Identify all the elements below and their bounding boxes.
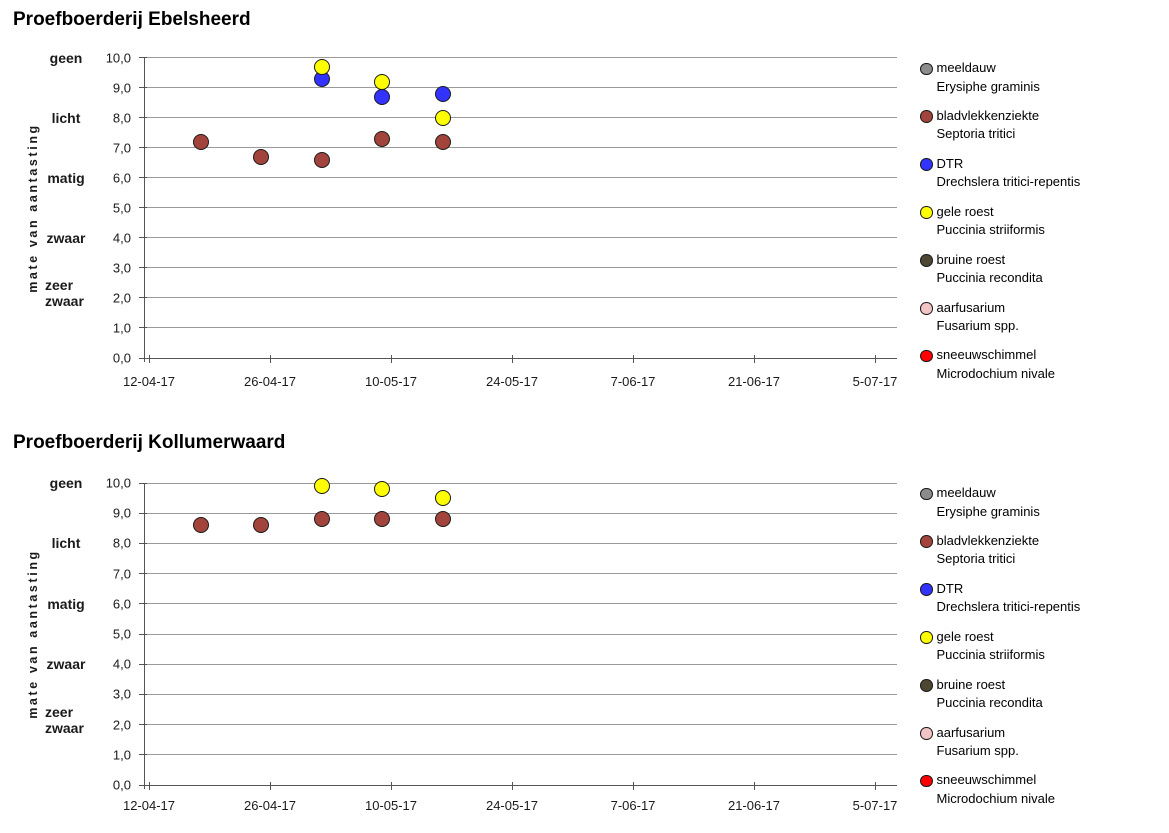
x-tick: [270, 355, 271, 363]
data-point-gele-roest: [314, 478, 330, 494]
legend-label: gele roest: [936, 628, 994, 644]
y-tick: [139, 573, 147, 574]
x-tick-label: 7-06-17: [610, 798, 656, 813]
y-tick: [139, 207, 147, 208]
legend-label: bladvlekkenziekte: [936, 107, 1040, 123]
legend-item: [920, 628, 1045, 665]
y-tick: [139, 147, 147, 148]
x-tick: [754, 782, 755, 790]
legend-latin-name: Puccinia recondita: [936, 270, 1043, 286]
x-tick: [149, 782, 150, 790]
bruine-roest-marker-icon: [920, 679, 933, 692]
x-tick-label: 24-05-17: [485, 374, 539, 389]
data-point-bladvlekkenziekte: [314, 152, 330, 168]
gridline: [144, 57, 898, 58]
legend-label: sneeuwschimmel: [936, 347, 1037, 363]
legend-label: bruine roest: [936, 251, 1006, 267]
y-tick: [139, 87, 147, 88]
x-tick-label: 10-05-17: [364, 374, 418, 389]
legend-item: [920, 580, 1080, 617]
data-point-bladvlekkenziekte: [193, 517, 209, 533]
gridline: [144, 87, 898, 88]
dtr-marker-icon: [920, 583, 933, 596]
legend-latin-name: Septoria tritici: [936, 126, 1016, 142]
gridline: [144, 117, 898, 118]
x-tick-label: 26-04-17: [243, 798, 297, 813]
severity-label: zwaar: [46, 229, 86, 246]
gridline: [144, 297, 898, 298]
data-point-bladvlekkenziekte: [314, 511, 330, 527]
legend-label: aarfusarium: [936, 299, 1006, 315]
x-tick-label: 10-05-17: [364, 798, 418, 813]
legend-label: DTR: [936, 580, 964, 596]
legend-latin-name: Puccinia recondita: [936, 695, 1043, 711]
x-tick: [875, 355, 876, 363]
x-tick-label: 12-04-17: [122, 798, 176, 813]
x-tick-label: 12-04-17: [122, 374, 176, 389]
y-tick-label: 3,0: [112, 686, 131, 702]
y-tick-label: 10,0: [105, 50, 131, 65]
y-tick-label: 1,0: [112, 747, 131, 763]
severity-label: zeer zwaar: [45, 704, 84, 737]
y-tick-label: 8,0: [112, 535, 131, 551]
y-tick: [139, 694, 147, 695]
legend-item: [920, 771, 1055, 808]
x-tick: [391, 782, 392, 790]
data-point-bladvlekkenziekte: [253, 149, 269, 165]
y-tick: [139, 297, 147, 298]
gridline: [144, 237, 898, 238]
legend-latin-name: Erysiphe graminis: [936, 78, 1040, 94]
gridline: [144, 664, 898, 665]
severity-label: geen: [49, 475, 83, 491]
gridline: [144, 543, 898, 544]
legend-latin-name: Drechslera tritici-repentis: [936, 174, 1081, 190]
y-tick-label: 4,0: [112, 230, 131, 246]
y-axis-title: mate van aantasting: [26, 549, 40, 719]
aarfusarium-marker-icon: [920, 302, 933, 315]
legend-label: bruine roest: [936, 676, 1006, 692]
y-tick-label: 0,0: [112, 777, 131, 793]
legend-text: [937, 628, 1045, 665]
x-tick-label: 24-05-17: [485, 798, 539, 813]
legend-label: gele roest: [936, 203, 994, 219]
x-tick: [633, 782, 634, 790]
y-tick-label: 2,0: [112, 717, 131, 733]
legend-label: meeldauw: [936, 485, 996, 500]
gridline: [144, 724, 898, 725]
bladvlekkenziekte-marker-icon: [920, 535, 933, 548]
gridline: [144, 147, 898, 148]
y-tick: [139, 543, 147, 544]
legend-text: [937, 771, 1056, 808]
x-tick-label: 21-06-17: [727, 374, 781, 389]
y-tick-label: 5,0: [112, 200, 131, 216]
x-tick: [149, 355, 150, 363]
x-tick-label: 7-06-17: [610, 374, 656, 389]
legend-latin-name: Microdochium nivale: [936, 790, 1055, 806]
x-tick: [512, 782, 513, 790]
gridline: [144, 513, 898, 514]
legend-latin-name: Fusarium spp.: [936, 743, 1019, 758]
data-point-gele-roest: [435, 490, 451, 506]
legend-item: [920, 203, 1045, 240]
legend-item: [920, 346, 1055, 383]
sneeuwschimmel-marker-icon: [920, 775, 933, 788]
legend-latin-name: Septoria tritici: [936, 551, 1016, 567]
legend-item: [920, 251, 1043, 288]
y-tick: [139, 603, 147, 604]
y-tick-label: 5,0: [112, 626, 131, 642]
legend-item: [920, 676, 1043, 713]
legend-text: [937, 251, 1043, 288]
legend-text: [937, 532, 1040, 569]
x-tick: [633, 355, 634, 363]
gridline: [144, 483, 898, 484]
data-point-dtr: [435, 86, 451, 102]
legend-text: [937, 203, 1045, 240]
y-tick: [139, 513, 147, 514]
data-point-bladvlekkenziekte: [435, 134, 451, 150]
legend-latin-name: Erysiphe graminis: [936, 503, 1040, 519]
severity-label: licht: [51, 109, 81, 126]
legend-label: meeldauw: [936, 60, 996, 75]
gridline: [144, 327, 898, 328]
y-tick: [139, 57, 147, 58]
y-tick-label: 1,0: [112, 320, 131, 336]
data-point-bladvlekkenziekte: [193, 134, 209, 150]
y-axis: [144, 483, 145, 789]
data-point-bladvlekkenziekte: [253, 517, 269, 533]
legend-text: [937, 724, 1019, 761]
legend-item: [920, 155, 1080, 192]
dtr-marker-icon: [920, 158, 933, 171]
data-point-bladvlekkenziekte: [374, 131, 390, 147]
legend-item: [920, 724, 1019, 761]
legend-text: [937, 676, 1043, 713]
y-tick-label: 9,0: [112, 80, 131, 96]
data-point-bladvlekkenziekte: [374, 511, 390, 527]
x-axis: [144, 785, 898, 786]
legend-text: [937, 299, 1019, 336]
x-tick-label: 5-07-17: [852, 374, 898, 389]
x-tick-label: 21-06-17: [727, 798, 781, 813]
gridline: [144, 177, 898, 178]
y-tick: [139, 785, 147, 786]
y-tick-label: 9,0: [112, 505, 131, 521]
legend-text: [937, 59, 1040, 96]
x-tick-label: 26-04-17: [243, 374, 297, 389]
legend-text: [937, 155, 1081, 192]
y-tick: [139, 358, 147, 359]
legend-text: [937, 484, 1040, 521]
x-tick: [270, 782, 271, 790]
data-point-bladvlekkenziekte: [435, 511, 451, 527]
y-tick-label: 7,0: [112, 140, 131, 156]
y-tick-label: 10,0: [105, 475, 131, 491]
legend-text: [937, 580, 1081, 617]
gele-roest-marker-icon: [920, 631, 933, 644]
gridline: [144, 754, 898, 755]
bladvlekkenziekte-marker-icon: [920, 110, 933, 123]
severity-label: matig: [47, 169, 85, 186]
y-tick-label: 4,0: [112, 656, 131, 672]
severity-label: licht: [51, 535, 81, 552]
data-point-gele-roest: [314, 59, 330, 75]
meeldauw-marker-icon: [920, 488, 933, 501]
legend-item: [920, 107, 1039, 144]
legend-item: [920, 484, 1040, 521]
legend-latin-name: Microdochium nivale: [936, 365, 1055, 381]
x-tick: [875, 782, 876, 790]
y-tick-label: 8,0: [112, 110, 131, 126]
legend-latin-name: Drechslera tritici-repentis: [936, 599, 1081, 615]
gridline: [144, 267, 898, 268]
legend-text: [937, 346, 1056, 383]
legend-item: [920, 299, 1019, 336]
y-axis: [144, 58, 145, 363]
x-axis: [144, 358, 898, 359]
aarfusarium-marker-icon: [920, 727, 933, 740]
x-tick: [754, 355, 755, 363]
gridline: [144, 207, 898, 208]
x-tick-label: 5-07-17: [852, 798, 898, 813]
bruine-roest-marker-icon: [920, 254, 933, 267]
gele-roest-marker-icon: [920, 206, 933, 219]
y-tick: [139, 117, 147, 118]
sneeuwschimmel-marker-icon: [920, 350, 933, 363]
y-tick-label: 6,0: [112, 596, 131, 612]
data-point-gele-roest: [374, 74, 390, 90]
y-tick: [139, 754, 147, 755]
y-tick-label: 7,0: [112, 566, 131, 582]
legend-label: sneeuwschimmel: [936, 772, 1037, 788]
gridline: [144, 603, 898, 604]
data-point-gele-roest: [374, 481, 390, 497]
x-tick: [512, 355, 513, 363]
data-point-dtr: [374, 89, 390, 105]
legend-latin-name: Puccinia striiformis: [936, 222, 1045, 238]
y-axis-title: mate van aantasting: [26, 122, 40, 293]
severity-label: zwaar: [46, 656, 86, 673]
legend-label: bladvlekkenziekte: [936, 532, 1040, 548]
y-tick: [139, 724, 147, 725]
legend-item: [920, 59, 1040, 96]
gridline: [144, 573, 898, 574]
y-tick: [139, 664, 147, 665]
gridline: [144, 694, 898, 695]
severity-label: zeer zwaar: [45, 277, 84, 310]
y-tick-label: 0,0: [112, 350, 131, 366]
severity-label: matig: [47, 595, 85, 612]
legend-latin-name: Puccinia striiformis: [936, 647, 1045, 663]
y-tick-label: 6,0: [112, 170, 131, 186]
gridline: [144, 634, 898, 635]
y-tick: [139, 237, 147, 238]
legend-text: [937, 107, 1040, 144]
x-tick: [391, 355, 392, 363]
chart-title: Proefboerderij Ebelsheerd: [13, 9, 251, 30]
y-tick-label: 2,0: [112, 290, 131, 306]
y-tick: [139, 177, 147, 178]
y-tick-label: 3,0: [112, 260, 131, 276]
legend-label: DTR: [936, 155, 964, 171]
data-point-gele-roest: [435, 110, 451, 126]
y-tick: [139, 267, 147, 268]
chart-title: Proefboerderij Kollumerwaard: [13, 432, 286, 453]
severity-label: geen: [49, 49, 83, 66]
meeldauw-marker-icon: [920, 63, 933, 76]
y-tick: [139, 483, 147, 484]
legend-label: aarfusarium: [936, 724, 1006, 740]
legend-latin-name: Fusarium spp.: [936, 318, 1019, 333]
y-tick: [139, 327, 147, 328]
y-tick: [139, 634, 147, 635]
legend-item: [920, 532, 1039, 569]
